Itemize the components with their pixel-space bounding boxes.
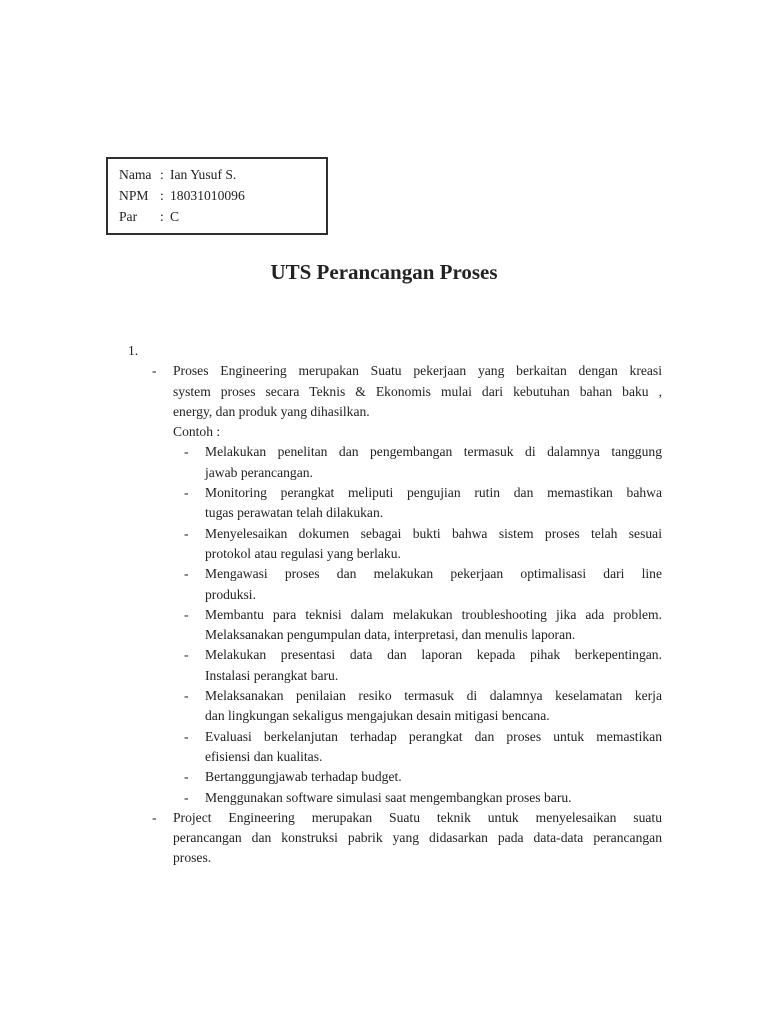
dash-bullet: - — [184, 728, 189, 744]
list-item — [128, 808, 662, 869]
list-item — [128, 605, 662, 646]
text-line: Proses Engineering merupakan Suatu pekerjaan yang berkaitan dengan kreasi — [173, 363, 662, 379]
document-body — [128, 341, 662, 869]
dash-bullet: - — [184, 525, 189, 541]
text-line: efisiensi dan kualitas. — [205, 748, 323, 764]
list-item — [128, 483, 662, 524]
text-line: proses. — [173, 850, 212, 866]
list-items-container — [128, 361, 662, 868]
text-line: perancangan dan konstruksi pabrik yang didasarkan pada data-data perancangan — [173, 830, 662, 846]
npm-label: NPM — [119, 188, 149, 203]
text-line: jawab perancangan. — [205, 464, 313, 480]
text-line: Project Engineering merupakan Suatu teknik untuk menyelesaikan suatu — [173, 809, 662, 825]
text-line: Mengawasi proses dan melakukan pekerjaan optimalisasi dari line — [205, 566, 662, 582]
nama-separator: : — [160, 167, 164, 182]
list-item — [128, 422, 662, 442]
student-info-row-nama — [119, 164, 326, 185]
dash-bullet: - — [152, 363, 157, 379]
dash-bullet: - — [184, 789, 189, 805]
list-item — [128, 564, 662, 605]
student-info-box — [106, 157, 328, 235]
list-item — [128, 727, 662, 768]
npm-value: 18031010096 — [170, 188, 245, 203]
list-item — [128, 788, 662, 808]
student-info-row-npm — [119, 185, 326, 206]
text-line: Evaluasi berkelanjutan terhadap perangkat dan proses untuk memastikan — [205, 728, 662, 744]
list-item — [128, 767, 662, 787]
npm-separator: : — [160, 188, 164, 203]
text-line: Membantu para teknisi dalam melakukan troubleshooting jika ada problem. — [205, 606, 662, 622]
list-item — [128, 645, 662, 686]
nama-label: Nama — [119, 167, 152, 182]
dash-bullet: - — [184, 485, 189, 501]
text-line: produksi. — [205, 586, 256, 602]
text-line: dan lingkungan sekaligus mengajukan desain mitigasi bencana. — [205, 708, 550, 724]
text-line: Bertanggungjawab terhadap budget. — [205, 769, 402, 785]
text-line: Melakukan penelitan dan pengembangan termasuk di dalamnya tanggung — [205, 444, 662, 460]
text-line: energy, dan produk yang dihasilkan. — [173, 403, 370, 419]
dash-bullet: - — [184, 688, 189, 704]
dash-bullet: - — [152, 809, 157, 825]
text-line: Menyelesaikan dokumen sebagai bukti bahwa sistem proses telah sesuai — [205, 525, 662, 541]
dash-bullet: - — [184, 444, 189, 460]
text-line: tugas perawatan telah dilakukan. — [205, 505, 384, 521]
text-line: Monitoring perangkat meliputi pengujian rutin dan memastikan bahwa — [205, 485, 662, 501]
text-line: Contoh : — [173, 424, 221, 440]
par-label: Par — [119, 209, 138, 224]
list-number: 1. — [128, 343, 139, 358]
student-info-row-par — [119, 206, 326, 227]
list-item — [128, 442, 662, 483]
list-item — [128, 686, 662, 727]
text-line: protokol atau regulasi yang berlaku. — [205, 545, 401, 561]
text-line: Menggunakan software simulasi saat mengembangkan proses baru. — [205, 789, 572, 805]
text-line: Melaksanakan penilaian resiko termasuk di dalamnya keselamatan kerja — [205, 688, 662, 704]
text-line: Melaksanakan pengumpulan data, interpretasi, dan menulis laporan. — [205, 627, 576, 643]
list-item — [128, 361, 662, 422]
dash-bullet: - — [184, 769, 189, 785]
nama-value: Ian Yusuf S. — [170, 167, 237, 182]
page-title: UTS Perancangan Proses — [270, 260, 498, 284]
text-line: system proses secara Teknis & Ekonomis mulai dari kebutuhan bahan baku , — [173, 383, 662, 399]
par-value: C — [170, 209, 180, 224]
par-separator: : — [160, 209, 164, 224]
text-line: Melakukan presentasi data dan laporan kepada pihak berkepentingan. — [205, 647, 662, 663]
dash-bullet: - — [184, 566, 189, 582]
list-item — [128, 524, 662, 565]
text-line: Instalasi perangkat baru. — [205, 667, 339, 683]
dash-bullet: - — [184, 647, 189, 663]
dash-bullet: - — [184, 606, 189, 622]
